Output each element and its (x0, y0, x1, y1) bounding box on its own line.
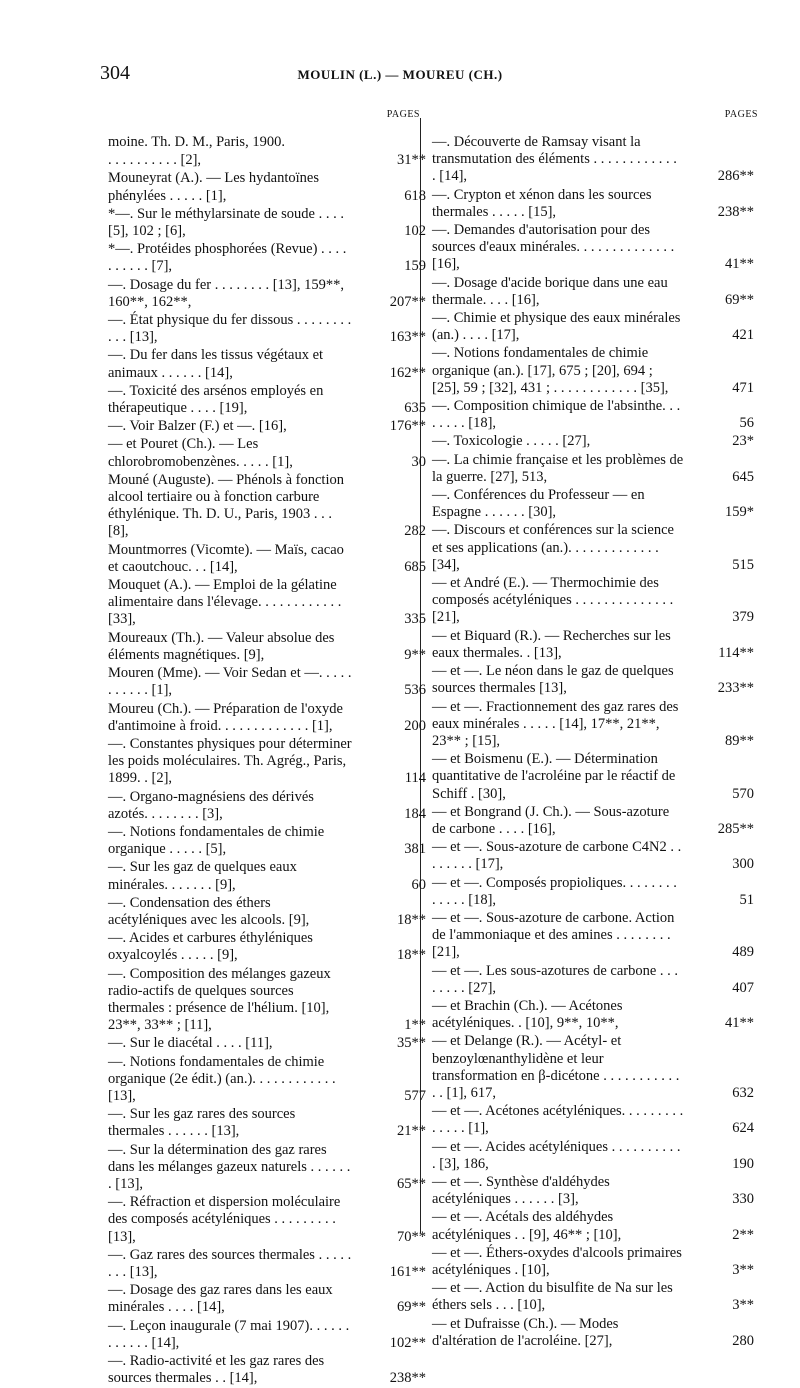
page-header (0, 62, 800, 92)
index-entry (432, 345, 754, 397)
entry-text: —. La chimie française et les problèmes de la guerre. [27], 513, (432, 451, 684, 485)
entry-text: —. Organo-magnésiens des dérivés azotés. . . . . . . . [3], (108, 788, 314, 822)
index-entry (432, 1138, 754, 1173)
entry-text: —. Condensation des éthers acétyléniques avec les alcools. [9], (108, 894, 310, 928)
entry-text: — et —. Éthers-oxydes d'alcools primaires acétyléniques . [10], (432, 1244, 682, 1278)
entry-page: 159 (404, 258, 426, 275)
index-entry (432, 186, 754, 221)
index-entry (432, 698, 754, 751)
entry-page: 635 (404, 400, 426, 417)
entry-text: —. Notions fondamentales de chimie organique (2e édit.) (an.). . . . . . . . . . . . [13], (108, 1053, 336, 1104)
index-entry (432, 874, 754, 909)
entry-page: 35** (397, 1035, 426, 1052)
entry-page: 69** (725, 291, 754, 308)
entry-page: 632 (732, 1084, 754, 1101)
index-entry (432, 1033, 754, 1102)
index-entry (432, 575, 754, 627)
index-entry (108, 541, 426, 576)
index-entry (432, 222, 754, 274)
entry-page: 176** (389, 418, 426, 435)
entry-page: 60 (411, 876, 426, 893)
entry-text: Mouquet (A.). — Emploi de la gélatine alimentaire dans l'élevage. . . . . . . . . . . . [33], (108, 577, 342, 628)
entry-text: —. Composition chimique de l'absinthe. . . . . . . . [18], (432, 398, 681, 432)
entry-page: 65** (397, 1175, 426, 1192)
index-entry (432, 663, 754, 697)
entry-text: *—. Protéides phosphorées (Revue) . . . . . . . . . . [7], (108, 241, 347, 275)
entry-page: 70** (397, 1228, 426, 1245)
entry-page: 489 (732, 944, 754, 961)
column-divider (420, 118, 421, 1233)
index-entry (108, 859, 426, 893)
index-entry (432, 310, 754, 344)
entry-page: 162** (389, 364, 426, 381)
entry-page: 30 (411, 453, 426, 470)
entry-text: . . . . . . . . . . [2], (108, 152, 202, 169)
entry-text: — et —. Acétones acétyléniques. . . . . . . . . . . . . . [1], (432, 1103, 684, 1137)
index-entry (108, 418, 426, 435)
entry-page: 3** (732, 1297, 754, 1314)
index-entry (108, 1317, 426, 1352)
entry-page: 381 (404, 841, 426, 858)
entry-page: 56 (739, 415, 754, 432)
entry-text: Mouren (Mme). — Voir Sedan et —. . . . . . . . . . . [1], (108, 665, 352, 699)
index-entry (108, 134, 406, 151)
entry-text: Mouneyrat (A.). — Les hydantoïnes phénylées . . . . . [1], (108, 170, 320, 204)
entry-text: —. Conférences du Professeur — en Espagne . . . . . . [30], (432, 487, 645, 521)
entry-text: — et André (E.). — Thermochimie des composés acétyléniques . . . . . . . . . . . . . . [21], (432, 575, 674, 626)
left-column (108, 109, 426, 1388)
index-entry (108, 1246, 426, 1281)
index-entry (108, 241, 426, 275)
index-entry (432, 803, 754, 838)
entry-text: —. Découverte de Ramsay visant la transmutation des éléments . . . . . . . . . . . . . [14], (432, 134, 677, 185)
entry-text: —. État physique du fer dissous . . . . . . . . . . . [13], (108, 312, 352, 346)
index-entry (108, 1353, 426, 1387)
index-entry (108, 471, 426, 541)
entry-text: —. Notions fondamentales de chimie organique (an.). [17], 675 ; [20], 694 ; [25], 59 ; [32], 431 ; . . . . . . . . . . . . [35], (432, 345, 669, 396)
entry-text: — et Brachin (Ch.). — Acétones acétyléniques. . [10], 9**, 10**, (432, 997, 623, 1032)
index-entry (108, 823, 426, 858)
index-entry (108, 205, 426, 240)
index-entry (432, 962, 754, 997)
index-entry (432, 433, 754, 450)
entry-page: 280 (732, 1332, 754, 1349)
entry-text: —. Discours et conférences sur la science et ses applications (an.). . . . . . . . . . . . . [34], (432, 522, 674, 573)
index-entry (432, 909, 754, 962)
index-entry (108, 170, 426, 204)
entry-page: 624 (732, 1120, 754, 1137)
entry-page: 21** (397, 1123, 426, 1140)
entry-page: 618 (404, 187, 426, 204)
entry-page: 69** (397, 1299, 426, 1316)
entry-text: — et Pouret (Ch.). — Les chlorobromobenzènes. . . . . [1], (108, 436, 293, 470)
entry-page: 515 (732, 556, 754, 573)
entry-page: 9** (404, 646, 426, 663)
index-entry (432, 1280, 754, 1314)
index-entry (432, 751, 754, 803)
entry-page: 645 (732, 468, 754, 485)
index-entry (108, 735, 426, 788)
entry-text: *—. Sur le méthylarsinate de soude . . . . [5], 102 ; [6], (108, 205, 344, 240)
entry-text: — et —. Fractionnement des gaz rares des eaux minérales . . . . . [14], 17**, 21**, 23** ; [15], (432, 698, 679, 749)
entry-text: —. Constantes physiques pour déterminer les poids moléculaires. Th. Agrég., Paris, 1899. . [2], (108, 735, 352, 787)
entry-text: —. Voir Balzer (F.) et —. [16], (108, 418, 287, 435)
entry-page: 102** (389, 1334, 426, 1351)
entry-text: —. Toxicologie . . . . . [27], (432, 433, 591, 450)
index-entry (432, 839, 754, 873)
entry-text: — et Biquard (R.). — Recherches sur les eaux thermales. . [13], (432, 627, 671, 661)
entry-page: 286** (717, 168, 754, 185)
index-entry (108, 276, 426, 311)
index-entry (432, 1315, 754, 1350)
entry-page: 300 (732, 856, 754, 873)
entry-page: 51 (739, 891, 754, 908)
entry-page: 89** (725, 732, 754, 749)
index-entry (108, 930, 426, 964)
index-entry (108, 965, 426, 1035)
entry-text: moine. Th. D. M., Paris, 1900. (108, 134, 285, 150)
entry-text: — et —. Le néon dans le gaz de quelques sources thermales [13], (432, 663, 674, 697)
entry-page: 41** (725, 256, 754, 273)
index-entry (108, 382, 426, 417)
entry-text: — et —. Sous-azoture de carbone C4N2 . . . . . . . . [17], (432, 839, 682, 873)
left-entries (108, 134, 426, 1387)
entry-page: 407 (732, 979, 754, 996)
index-entry (432, 627, 754, 662)
entry-page: 577 (404, 1087, 426, 1104)
index-entry (432, 487, 754, 521)
index-entry (108, 1035, 426, 1052)
entry-text: —. Acides et carbures éthyléniques oxyalcoylés . . . . . [9], (108, 930, 313, 964)
index-entry (432, 274, 754, 309)
index-entry (432, 451, 754, 486)
entry-text: — et Dufraisse (Ch.). — Modes d'altération de l'acroléine. [27], (432, 1315, 619, 1349)
index-entry (108, 1282, 426, 1316)
entry-text: — et —. Sous-azoture de carbone. Action de l'ammoniaque et des amines . . . . . . . . [21], (432, 909, 675, 961)
entry-page: 18** (397, 947, 426, 964)
page-number: 304 (100, 62, 130, 84)
pages-label-right: PAGES (724, 109, 758, 120)
entry-text: —. Chimie et physique des eaux minérales (an.) . . . . [17], (432, 310, 681, 344)
entry-page: 536 (404, 682, 426, 699)
index-entry (432, 1103, 754, 1137)
index-entry (108, 665, 426, 699)
index-entry (432, 1244, 754, 1279)
index-entry (108, 1194, 426, 1246)
entry-text: Mountmorres (Vicomte). — Maïs, cacao et caoutchouc. . . [14], (108, 541, 344, 575)
entry-page: 41** (725, 1015, 754, 1032)
index-entry (108, 152, 426, 169)
entry-page: 570 (732, 785, 754, 802)
entry-text: —. Composition des mélanges gazeux radio-actifs de quelques sources thermales : présence de l'hélium. [10], 23**, 33** ; [11], (108, 965, 331, 1034)
index-entry (108, 1106, 426, 1140)
entry-page: 3** (732, 1262, 754, 1278)
entry-text: —. Leçon inaugurale (7 mai 1907). . . . . . . . . . . . [14], (108, 1317, 350, 1351)
entry-text: —. Sur le diacétal . . . . [11], (108, 1035, 273, 1052)
entry-text: —. Sur les gaz de quelques eaux minérales. . . . . . . [9], (108, 859, 297, 893)
entry-page: 285** (717, 820, 754, 837)
entry-page: 238** (389, 1370, 426, 1387)
entry-page: 184 (404, 805, 426, 822)
entry-text: —. Dosage du fer . . . . . . . . [13], 159**, 160**, 162**, (108, 276, 344, 310)
index-entry (432, 997, 754, 1032)
entry-page: 114** (718, 644, 754, 661)
entry-page: 335 (404, 611, 426, 628)
running-title: MOULIN (L.) — MOUREU (CH.) (297, 67, 503, 82)
index-entry (432, 522, 754, 574)
entry-page: 379 (732, 609, 754, 626)
right-column (432, 109, 758, 1351)
entry-text: Moureaux (Th.). — Valeur absolue des éléments magnétiques. [9], (108, 629, 335, 663)
entry-text: —. Réfraction et dispersion moléculaire des composés acétyléniques . . . . . . . . . [13], (108, 1194, 341, 1245)
entry-page: 330 (732, 1191, 754, 1208)
entry-text: — et —. Composés propioliques. . . . . . . . . . . . . [18], (432, 874, 677, 908)
entry-page: 238** (717, 203, 754, 220)
index-entry (108, 1053, 426, 1106)
entry-page: 421 (732, 327, 754, 344)
entry-text: — et —. Les sous-azotures de carbone . . . . . . . . [27], (432, 962, 679, 996)
entry-page: 163** (389, 329, 426, 346)
entry-text: —. Sur la détermination des gaz rares dans les mélanges gazeux naturels . . . . . . . [13], (108, 1141, 351, 1192)
index-entry (108, 312, 426, 346)
entry-text: —. Dosage des gaz rares dans les eaux minérales . . . . [14], (108, 1282, 333, 1316)
right-entries (432, 134, 754, 1350)
entry-text: —. Dosage d'acide borique dans une eau thermale. . . . [16], (432, 274, 668, 308)
entry-text: —. Crypton et xénon dans les sources thermales . . . . . [15], (432, 186, 652, 220)
entry-text: —. Radio-activité et les gaz rares des sources thermales . . [14], (108, 1353, 325, 1387)
entry-page: 18** (397, 911, 426, 928)
entry-page: 114 (404, 770, 426, 787)
entry-page: 471 (732, 379, 754, 396)
entry-text: Moureu (Ch.). — Préparation de l'oxyde d'antimoine à froid. . . . . . . . . . . . . [1], (108, 700, 343, 734)
index-entry (108, 577, 426, 629)
entry-text: — et —. Synthèse d'aldéhydes acétyléniques . . . . . . [3], (432, 1173, 610, 1208)
index-entry (108, 700, 426, 735)
index-entry (432, 1173, 754, 1208)
index-entry (108, 436, 426, 470)
entry-text: —. Du fer dans les tissus végétaux et animaux . . . . . . [14], (108, 347, 324, 381)
index-entry (108, 629, 426, 664)
entry-page: 190 (732, 1155, 754, 1172)
entry-text: —. Demandes d'autorisation pour des sources d'eaux minérales. . . . . . . . . . . . . . [16], (432, 222, 675, 273)
index-entry (108, 788, 426, 823)
entry-page: 23* (732, 433, 754, 450)
entry-page: 1** (404, 1017, 426, 1034)
pages-label-left: PAGES (386, 109, 420, 120)
entry-page: 282 (404, 523, 426, 540)
entry-text: — et Boismenu (E.). — Détermination quantitative de l'acroléine par le réactif de Schiff . [30], (432, 751, 676, 802)
entry-page: 200 (404, 717, 426, 734)
entry-page: 161** (389, 1264, 426, 1280)
index-entry (108, 347, 426, 381)
index-entry (108, 894, 426, 929)
index-entry (432, 1209, 754, 1243)
index-entry (108, 1141, 426, 1194)
entry-page: 233** (717, 680, 754, 697)
entry-text: —. Gaz rares des sources thermales . . . . . . . . [13], (108, 1246, 352, 1280)
entry-text: —. Sur les gaz rares des sources thermales . . . . . . [13], (108, 1106, 296, 1140)
entry-text: Mouné (Auguste). — Phénols à fonction alcool tertiaire ou à fonction carbure éthylénique. Th. D. U., Paris, 1903 . . . [8], (108, 471, 344, 540)
entry-text: — et Delange (R.). — Acétyl- et benzoylœnanthylidène et leur transformation en β-dicétone . . . . . . . . . . . . . [1], 617, (432, 1033, 680, 1101)
index-entry (432, 398, 754, 432)
entry-page: 159* (725, 504, 754, 521)
entry-text: —. Toxicité des arsénos employés en thérapeutique . . . . [19], (108, 382, 324, 417)
index-entry (432, 134, 754, 186)
entry-text: — et —. Acétals des aldéhydes acétyléniques . . [9], 46** ; [10], (432, 1209, 622, 1243)
entry-text: — et Bongrand (J. Ch.). — Sous-azoture de carbone . . . . [16], (432, 803, 670, 837)
entry-text: — et —. Action du bisulfite de Na sur les éthers sels . . . [10], (432, 1280, 673, 1314)
entry-page: 2** (732, 1226, 754, 1243)
entry-page: 207** (389, 293, 426, 310)
entry-page: 31** (397, 152, 426, 169)
entry-text: — et —. Acides acétyléniques . . . . . . . . . . . [3], 186, (432, 1138, 681, 1172)
entry-text: —. Notions fondamentales de chimie organique . . . . . [5], (108, 823, 325, 858)
entry-page: 102 (404, 223, 426, 240)
entry-page: 685 (404, 558, 426, 575)
